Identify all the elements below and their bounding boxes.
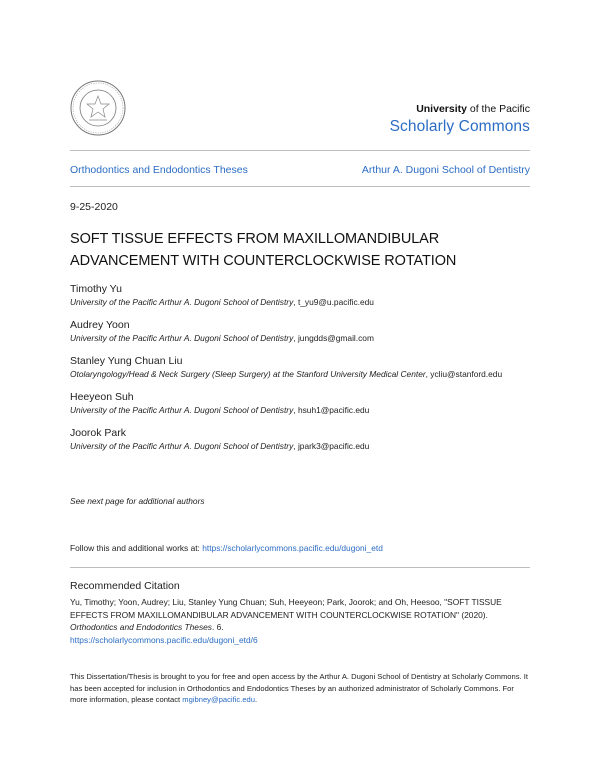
access-notice: This Dissertation/Thesis is brought to you for free and open access by the Arthur A. Dugoni School of Dentistry at Scholarly Commons. It has been accepted for inclusion in Orthodontics and Endodontics Theses by an authorized administrator of Scholarly Commons. For more information, please contact mgibney@pacific.edu. [70,672,528,704]
university-name: University of the Pacific [416,103,530,115]
publication-date: 9-25-2020 [70,201,118,213]
author-entry [70,355,540,380]
author-entry [70,319,540,344]
divider-collections [70,186,530,187]
follow-line: Follow this and additional works at: https://scholarlycommons.pacific.edu/dugoni_etd [70,543,383,553]
repository-brand [390,103,530,136]
author-affiliation: University of the Pacific Arthur A. Dugoni School of Dentistry, t_yu9@u.pacific.edu [70,297,374,307]
school-link[interactable]: Arthur A. Dugoni School of Dentistry [361,164,530,176]
author-list [70,283,540,463]
citation-text: Yu, Timothy; Yoon, Audrey; Liu, Stanley Yung Chuan; Suh, Heeyeon; Park, Joorok; and Oh, Heesoo, "SOFT TISSUE EFFECTS FROM MAXILLOMANDIBULAR ADVANCEMENT WITH COUNTERCLOCKWISE ROTATION" (2020). Orthodontics and Endodontics Theses. 6. https://scholarlycommons.pacific.edu/dugoni_etd/6 [70,597,502,645]
divider-top [70,150,530,151]
collection-link[interactable]: Orthodontics and Endodontics Theses [70,164,248,176]
author-name: Joorok Park [70,427,127,439]
author-entry [70,427,540,452]
author-affiliation: University of the Pacific Arthur A. Dugoni School of Dentistry, hsuh1@pacific.edu [70,405,370,415]
author-affiliation: University of the Pacific Arthur A. Dugoni School of Dentistry, jpark3@pacific.edu [70,441,370,451]
author-affiliation: Otolaryngology/Head & Neck Surgery (Sleep Surgery) at the Stanford University Medical Center, ycliu@stanford.edu [70,369,503,379]
author-name: Timothy Yu [70,283,122,295]
author-name: Heeyeon Suh [70,391,134,403]
contact-email-link[interactable]: mgibney@pacific.edu [182,695,255,704]
author-name: Audrey Yoon [70,319,130,331]
citation-heading: Recommended Citation [70,580,180,592]
citation-link[interactable]: https://scholarlycommons.pacific.edu/dugoni_etd/6 [70,634,258,645]
more-authors-note: See next page for additional authors [70,496,205,506]
university-seal-logo [70,80,126,136]
follow-link[interactable]: https://scholarlycommons.pacific.edu/dugoni_etd [202,543,383,553]
divider-citation [70,567,530,568]
author-affiliation: University of the Pacific Arthur A. Dugoni School of Dentistry, jungdds@gmail.com [70,333,374,343]
scholarly-commons-title[interactable]: Scholarly Commons [389,118,530,135]
author-entry [70,283,540,308]
author-entry [70,391,540,416]
document-title: SOFT TISSUE EFFECTS FROM MAXILLOMANDIBULAR ADVANCEMENT WITH COUNTERCLOCKWISE ROTATION [70,231,457,269]
author-name: Stanley Yung Chuan Liu [70,355,183,367]
